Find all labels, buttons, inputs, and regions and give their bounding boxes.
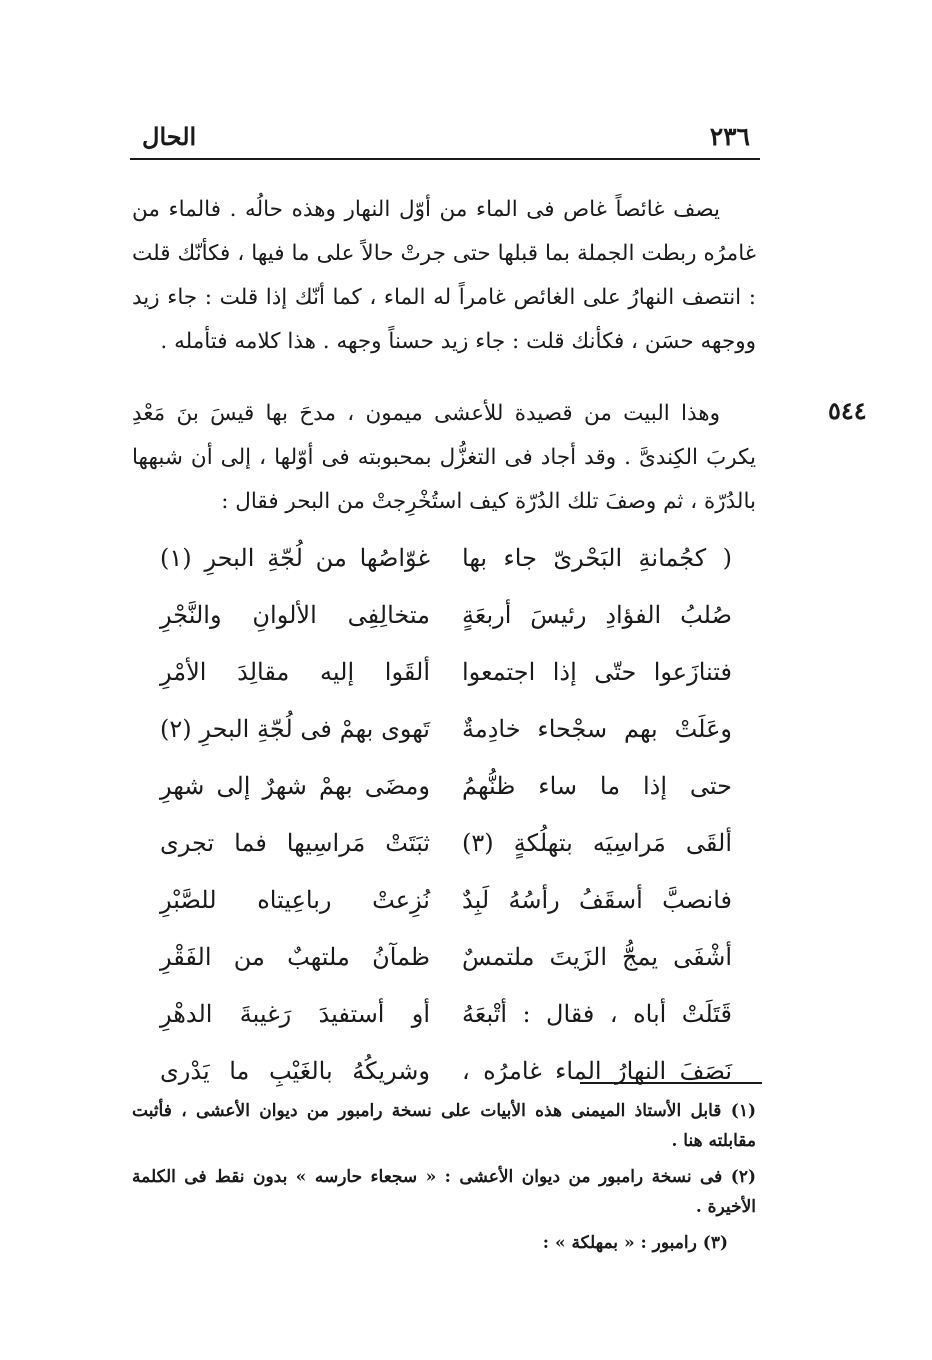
second-hemistich: ثبَتَتْ مَراسِيها فما تجرى [160,829,430,857]
first-hemistich: فانصبَّ أسقَفُ رأسُهُ لَبِدٌ [462,886,732,914]
footnote: (٢) فى نسخة رامبور من ديوان الأعشى : « سجعاء حارسه » بدون نقط فى الكلمة الأخيرة . [132,1167,756,1217]
second-hemistich: غوّاصُها من لُجّةِ البحرِ (١) [160,544,430,572]
verse-line [160,540,732,597]
verse-line [160,597,732,654]
page-header [130,118,760,160]
first-hemistich: أشْفَى يمجُّ الزَيتَ ملتمسٌ [462,943,732,971]
commentary-paragraph [132,188,756,364]
verse-line [160,768,732,825]
second-hemistich: ظمآنُ ملتهبٌ من الفَقْرِ [160,943,430,971]
paragraph-text: يصف غائصاً غاص فى الماء من أوّل النهار وهذه حالُه . فالماء من غامرُه ربطت الجملة بما قبلها حتى جرتْ حالاً على ما فيها ، فكأنّك قلت : انتصف النهارُ على الغائص غامراً له الماء ، كما أنّك إذا قلت : جاء زيد ووجهه حسَن ، فكأنك قلت : جاء زيد حسناً وجهه . هذا كلامه فتأمله . [132,197,756,354]
footnotes [132,1096,756,1264]
page-number: ٢٣٦ [709,122,750,151]
verse-line [160,711,732,768]
first-hemistich: ألقَى مَراسِيَه بتهلُكةٍ (٣) [462,829,732,857]
first-hemistich: صُلبُ الفؤادِ رئيسَ أربعَةٍ [462,601,732,629]
second-hemistich: تَهوى بهمْ فى لُجّةِ البحرِ (٢) [160,715,430,743]
first-hemistich: فتنازَعوا حتّى إذا اجتمعوا [462,658,732,686]
first-hemistich: قَتَلَتْ أباه ، فقال : أتْبعَهُ [462,1000,732,1028]
first-hemistich: نَصَفَ النهارُ الماء غامرُه ، [462,1057,732,1085]
poem [160,540,732,1110]
second-hemistich: وشريكُهُ بالغَيْبِ ما يَدْرى [160,1057,430,1085]
footnote: (٣) رامبور : « بمهلكة » : [542,1233,728,1253]
footnote: (١) قابل الأستاذ الميمنى هذه الأبيات على نسخة رامبور من ديوان الأعشى ، فأثبت مقابلته هنا . [132,1101,756,1151]
running-title: الحال [142,122,197,151]
first-hemistich: ( كجُمانةِ البَحْرىّ جاء بها [462,544,732,572]
second-hemistich: أو أستفيدَ رَغيبةَ الدهْرِ [160,1000,430,1028]
verse-line [160,825,732,882]
verse-line [160,939,732,996]
first-hemistich: حتى إذا ما ساء ظنُّهمُ [462,772,732,800]
second-hemistich: نُزِعتْ رباعِيتاه للصَّبْرِ [160,886,430,914]
first-hemistich: وعَلَتْ بهم سجْحاء خادِمةٌ [462,715,732,743]
verse-line [160,996,732,1053]
verse-line [160,654,732,711]
verse-line [160,882,732,939]
introduction-paragraph [132,392,756,524]
second-hemistich: ومضَى بهمْ شهرٌ إلى شهرِ [160,772,430,800]
footnote-divider [580,1082,762,1084]
paragraph-text: وهذا البيت من قصيدة للأعشى ميمون ، مدحَ بها قيسَ بنَ مَعْدِ يكربَ الكِندىَّ . وقد أجاد فى التغزُّل بمحبوبته فى أوّلها ، إلى أن شبهها بالدُرّة ، ثم وصفَ تلك الدُرّة كيف استُخْرِجتْ من البحر فقال : [132,401,756,514]
margin-entry-number: ٥٤٤ [828,396,867,425]
second-hemistich: ألقَوا إليه مقالِدَ الأمْرِ [160,658,430,686]
second-hemistich: متخالِفِى الألوانِ والنَّجْرِ [160,601,430,629]
